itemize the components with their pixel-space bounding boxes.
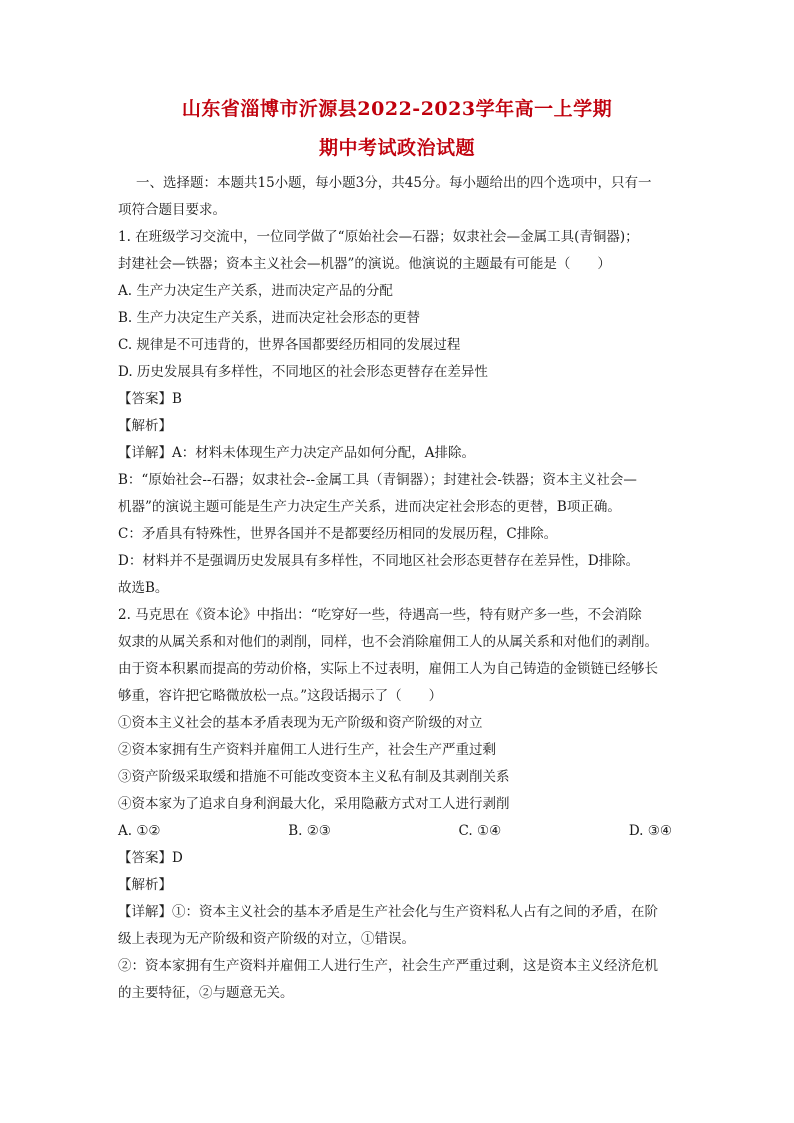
question-1-detail: 【详解】A：材料未体现生产力决定产品如何分配，A排除。 — [118, 445, 475, 461]
question-2-item: ③资产阶级采取缓和措施不可能改变资本主义私有制及其剥削关系 — [118, 769, 510, 785]
question-1-conclusion: 故选B。 — [118, 580, 169, 596]
question-1-option-c: C. 规律是不可违背的，世界各国都要经历相同的发展过程 — [118, 337, 461, 353]
question-1-detail: B：“原始社会--石器；奴隶社会--金属工具（青铜器）；封建社会-铁器；资本主义社会— — [118, 472, 637, 488]
question-2-stem-continued: 由于资本积累而提高的劳动价格，实际上不过表明，雇佣工人为自己铸造的金锁链已经够长 — [118, 661, 658, 677]
question-2-detail: ②：资本家拥有生产资料并雇佣工人进行生产，社会生产严重过剩，这是资本主义经济危机 — [118, 958, 658, 974]
question-2-item: ④资本家为了追求自身利润最大化，采用隐蔽方式对工人进行剥削 — [118, 796, 510, 812]
question-2-detail: 级上表现为无产阶级和资产阶级的对立，①错误。 — [118, 931, 415, 947]
document-title: 山东省淄博市沂源县2022-2023学年高一上学期 — [181, 98, 613, 120]
question-2-answer: 【答案】D — [118, 850, 183, 866]
question-1-analysis-label: 【解析】 — [118, 418, 172, 434]
section-intro-continued: 项符合题目要求。 — [118, 202, 226, 218]
question-1-detail: 机器”的演说主题可能是生产力决定生产关系，进而决定社会形态的更替，B项正确。 — [118, 499, 621, 515]
question-2-item: ①资本主义社会的基本矛盾表现为无产阶级和资产阶级的对立 — [118, 715, 483, 731]
document-subtitle: 期中考试政治试题 — [318, 137, 475, 159]
question-1-option-b: B. 生产力决定生产关系，进而决定社会形态的更替 — [118, 310, 421, 326]
question-2-stem-continued: 奴隶的从属关系和对他们的剥削，同样，也不会消除雇佣工人的从属关系和对他们的剥削。 — [118, 634, 658, 650]
question-1-stem: 1. 在班级学习交流中，一位同学做了“原始社会—石器；奴隶社会—金属工具(青铜器)； — [118, 229, 639, 245]
question-2-detail: 【详解】①：资本主义社会的基本矛盾是生产社会化与生产资料私人占有之间的矛盾，在阶 — [118, 904, 658, 920]
question-1-answer: 【答案】B — [118, 391, 182, 407]
question-1-stem-continued: 封建社会—铁器；资本主义社会—机器”的演说。他演说的主题最有可能是（ ） — [118, 256, 611, 272]
question-1-detail: C：矛盾具有特殊性，世界各国并不是都要经历相同的发展历程，C排除。 — [118, 526, 558, 542]
question-2-detail: 的主要特征，②与题意无关。 — [118, 985, 294, 1001]
question-2-stem: 2. 马克思在《资本论》中指出：“吃穿好一些，待遇高一些，特有财产多一些，不会消除 — [118, 607, 642, 623]
question-2-option-a: A. ①② — [118, 823, 161, 839]
section-intro: 一、选择题：本题共15小题，每小题3分，共45分。每小题给出的四个选项中，只有一 — [136, 175, 652, 191]
question-1-detail: D：材料并不是强调历史发展具有多样性，不同地区社会形态更替存在差异性，D排除。 — [118, 553, 640, 569]
question-2-analysis-label: 【解析】 — [118, 877, 172, 893]
question-2-option-c: C. ①④ — [458, 823, 502, 839]
question-2-option-d: D. ③④ — [628, 823, 672, 839]
question-2-stem-continued: 够重，容许把它略微放松一点。”这段话揭示了（ ） — [118, 688, 443, 704]
question-1-option-d: D. 历史发展具有多样性，不同地区的社会形态更替存在差异性 — [118, 364, 488, 380]
question-1-option-a: A. 生产力决定生产关系，进而决定产品的分配 — [118, 283, 393, 299]
question-2-option-b: B. ②③ — [288, 823, 331, 839]
document-body — [118, 170, 688, 1007]
question-2-options — [118, 818, 688, 845]
question-2-item: ②资本家拥有生产资料并雇佣工人进行生产，社会生产严重过剩 — [118, 742, 496, 758]
